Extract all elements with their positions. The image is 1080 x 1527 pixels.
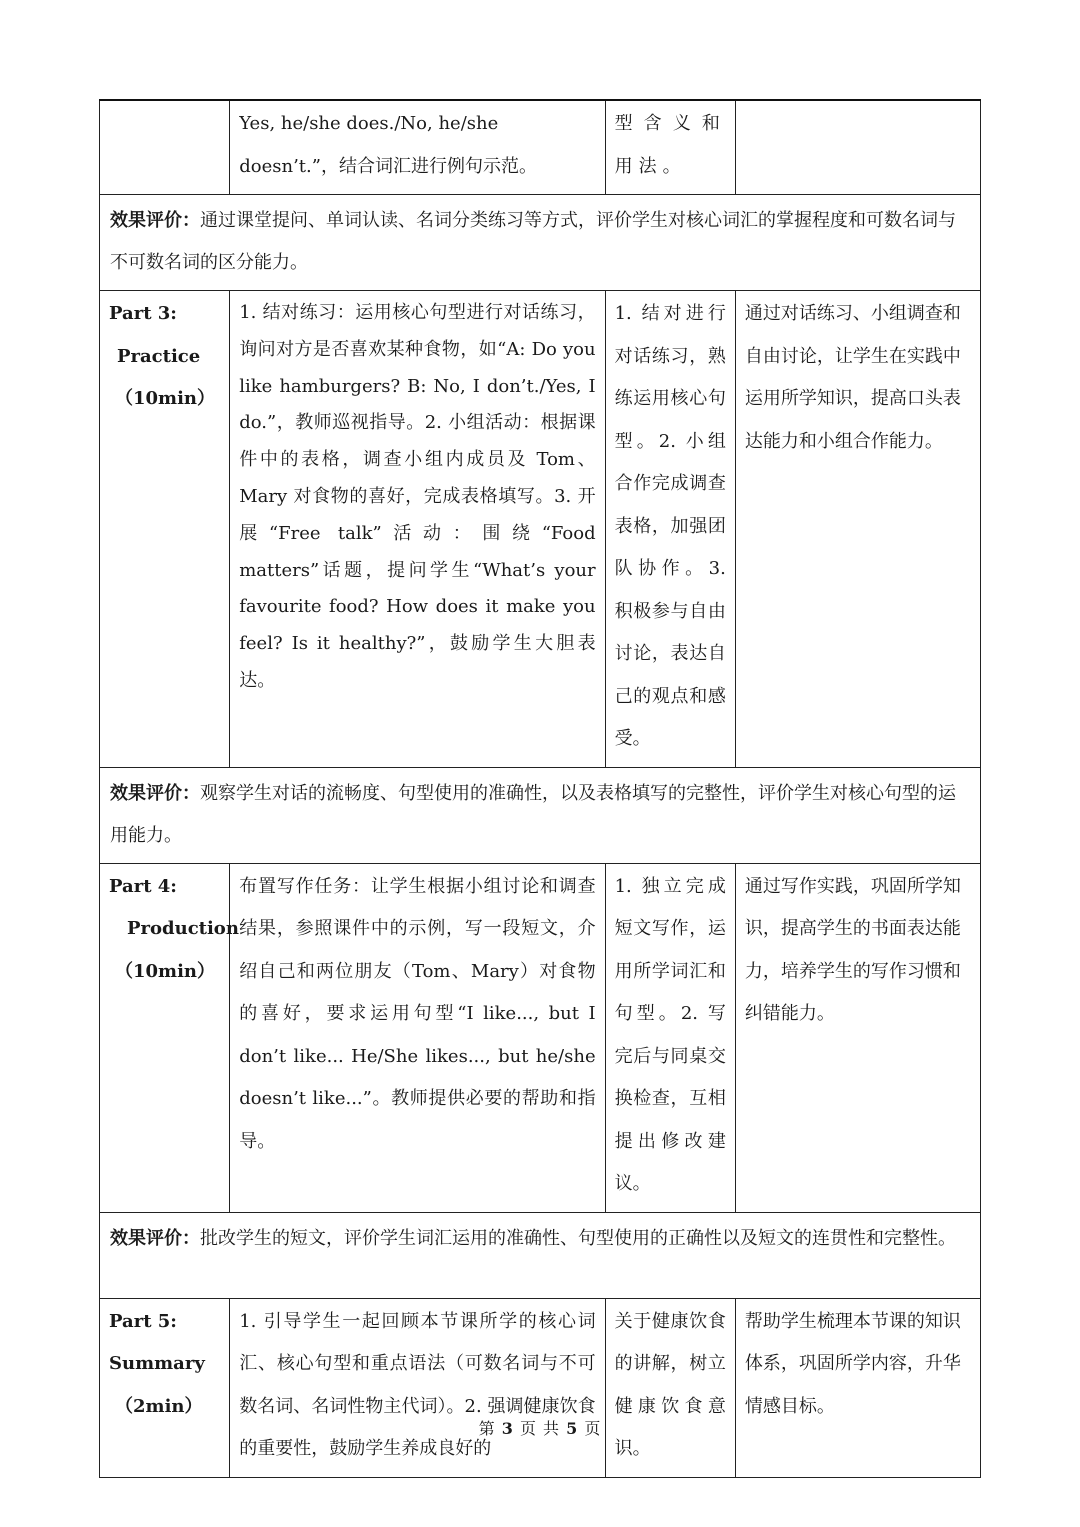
evaluation-label: 效果评价： — [110, 782, 200, 804]
part-cell — [100, 100, 230, 195]
teacher-activity-cell — [230, 1298, 605, 1477]
evaluation-label: 效果评价： — [110, 1227, 200, 1249]
student-activity-cell — [605, 1298, 735, 1477]
evaluation-text: 通过课堂提问、单词认读、名词分类练习等方式，评价学生对核心词汇的掌握程度和可数名词与不可数名词的区分能力。 — [110, 210, 956, 273]
student-activity-text: 关于健康饮食的讲解，树立健康饮食意识。 — [614, 1310, 726, 1459]
purpose-text: 通过对话练习、小组调查和自由讨论，让学生在实践中运用所学知识，提高口头表达能力和小组合作能力。 — [744, 303, 961, 452]
lesson-plan-table — [99, 99, 981, 1478]
teacher-activity-cell — [230, 863, 605, 1212]
purpose-cell — [735, 100, 980, 195]
student-activity-cell — [605, 863, 735, 1212]
teacher-activity-text: 1. 引导学生一起回顾本节课所学的核心词汇、核心句型和重点语法（可数名词与不可数名词、名词性物主代词）。2. 强调健康饮食的重要性，鼓励学生养成良好的 — [239, 1310, 596, 1459]
page-total: 5 — [566, 1419, 579, 1438]
table-row — [100, 1298, 981, 1477]
part-cell — [100, 291, 230, 768]
page-label-2: 页 共 — [519, 1419, 561, 1438]
part-time: （10min） — [115, 960, 216, 982]
purpose-cell — [735, 1298, 980, 1477]
student-activity-text: 1. 独立完成短文写作，运用所学词汇和句型。2. 写完后与同桌交换检查，互相提出修改建议。 — [614, 875, 726, 1194]
part-cell — [100, 863, 239, 1212]
evaluation-text: 批改学生的短文，评价学生词汇运用的准确性、句型使用的正确性以及短文的连贯性和完整性。 — [200, 1227, 956, 1249]
student-activity-text: 1. 结对进行对话练习，熟练运用核心句型。2. 小组合作完成调查表格，加强团队协作。3. 积极参与自由讨论，表达自己的观点和感受。 — [614, 303, 726, 749]
part-name: Summary — [109, 1353, 205, 1374]
part-name: Practice — [117, 345, 201, 367]
student-activity-text: 型含义和用法。 — [614, 113, 726, 177]
evaluation-cell — [100, 195, 981, 291]
evaluation-row — [100, 767, 981, 863]
purpose-text: 帮助学生梳理本节课的知识体系，巩固所学内容，升华情感目标。 — [744, 1310, 961, 1417]
evaluation-row — [100, 195, 981, 291]
evaluation-row — [100, 1212, 981, 1298]
evaluation-label: 效果评价： — [110, 210, 200, 231]
part-title: Part 5: — [109, 1310, 177, 1332]
student-activity-cell — [605, 291, 735, 768]
purpose-cell — [735, 863, 980, 1212]
teacher-activity-cell — [230, 100, 605, 195]
part-cell — [100, 1298, 230, 1477]
part-title: Part 4: — [109, 875, 177, 897]
evaluation-cell — [100, 1212, 981, 1298]
page-current: 3 — [501, 1419, 514, 1438]
table-row — [100, 863, 981, 1212]
part-title: Part 3: — [109, 303, 177, 324]
table-row — [100, 291, 981, 768]
purpose-cell — [735, 291, 980, 768]
part-time: （10min） — [115, 388, 216, 409]
evaluation-cell — [100, 767, 981, 863]
teacher-activity-text: 1. 结对练习：运用核心句型进行对话练习，询问对方是否喜欢某种食物，如“A: Do you like hamburgers? B: No, I don’t./Yes, I do.”，教师巡视指导。2. 小组活动：根据课件中的表格，调查小组内成员及 Tom、Mary 对食物的喜好，完成表格填写。3. 开展“Free talk”活动：围绕“Food matters”话题，提问学生“What’s your favourite food? How does it make you feel? Is it healthy?”，鼓励学生大胆表达。 — [239, 302, 596, 691]
page-footer — [0, 1416, 1080, 1439]
evaluation-text: 观察学生对话的流畅度、句型使用的准确性，以及表格填写的完整性，评价学生对核心句型的运用能力。 — [110, 782, 956, 846]
page-label-3: 页 — [584, 1419, 602, 1438]
table-row — [100, 100, 981, 195]
teacher-activity-text: 布置写作任务：让学生根据小组讨论和调查结果，参照课件中的示例，写一段短文，介绍自己和两位朋友（Tom、Mary）对食物的喜好，要求运用句型“I like..., but I don’t like... He/She likes..., but he/she doesn’t like...”。教师提供必要的帮助和指导。 — [239, 875, 596, 1152]
part-name: Production — [127, 918, 239, 939]
teacher-activity-cell — [230, 291, 605, 768]
page-label-1: 第 — [478, 1419, 496, 1438]
teacher-activity-text: Yes, he/she does./No, he/she doesn’t.”，结合词汇进行例句示范。 — [239, 113, 537, 177]
student-activity-cell — [605, 100, 735, 195]
part-time: （2min） — [115, 1395, 203, 1417]
purpose-text: 通过写作实践，巩固所学知识，提高学生的书面表达能力，培养学生的写作习惯和纠错能力。 — [744, 875, 961, 1024]
